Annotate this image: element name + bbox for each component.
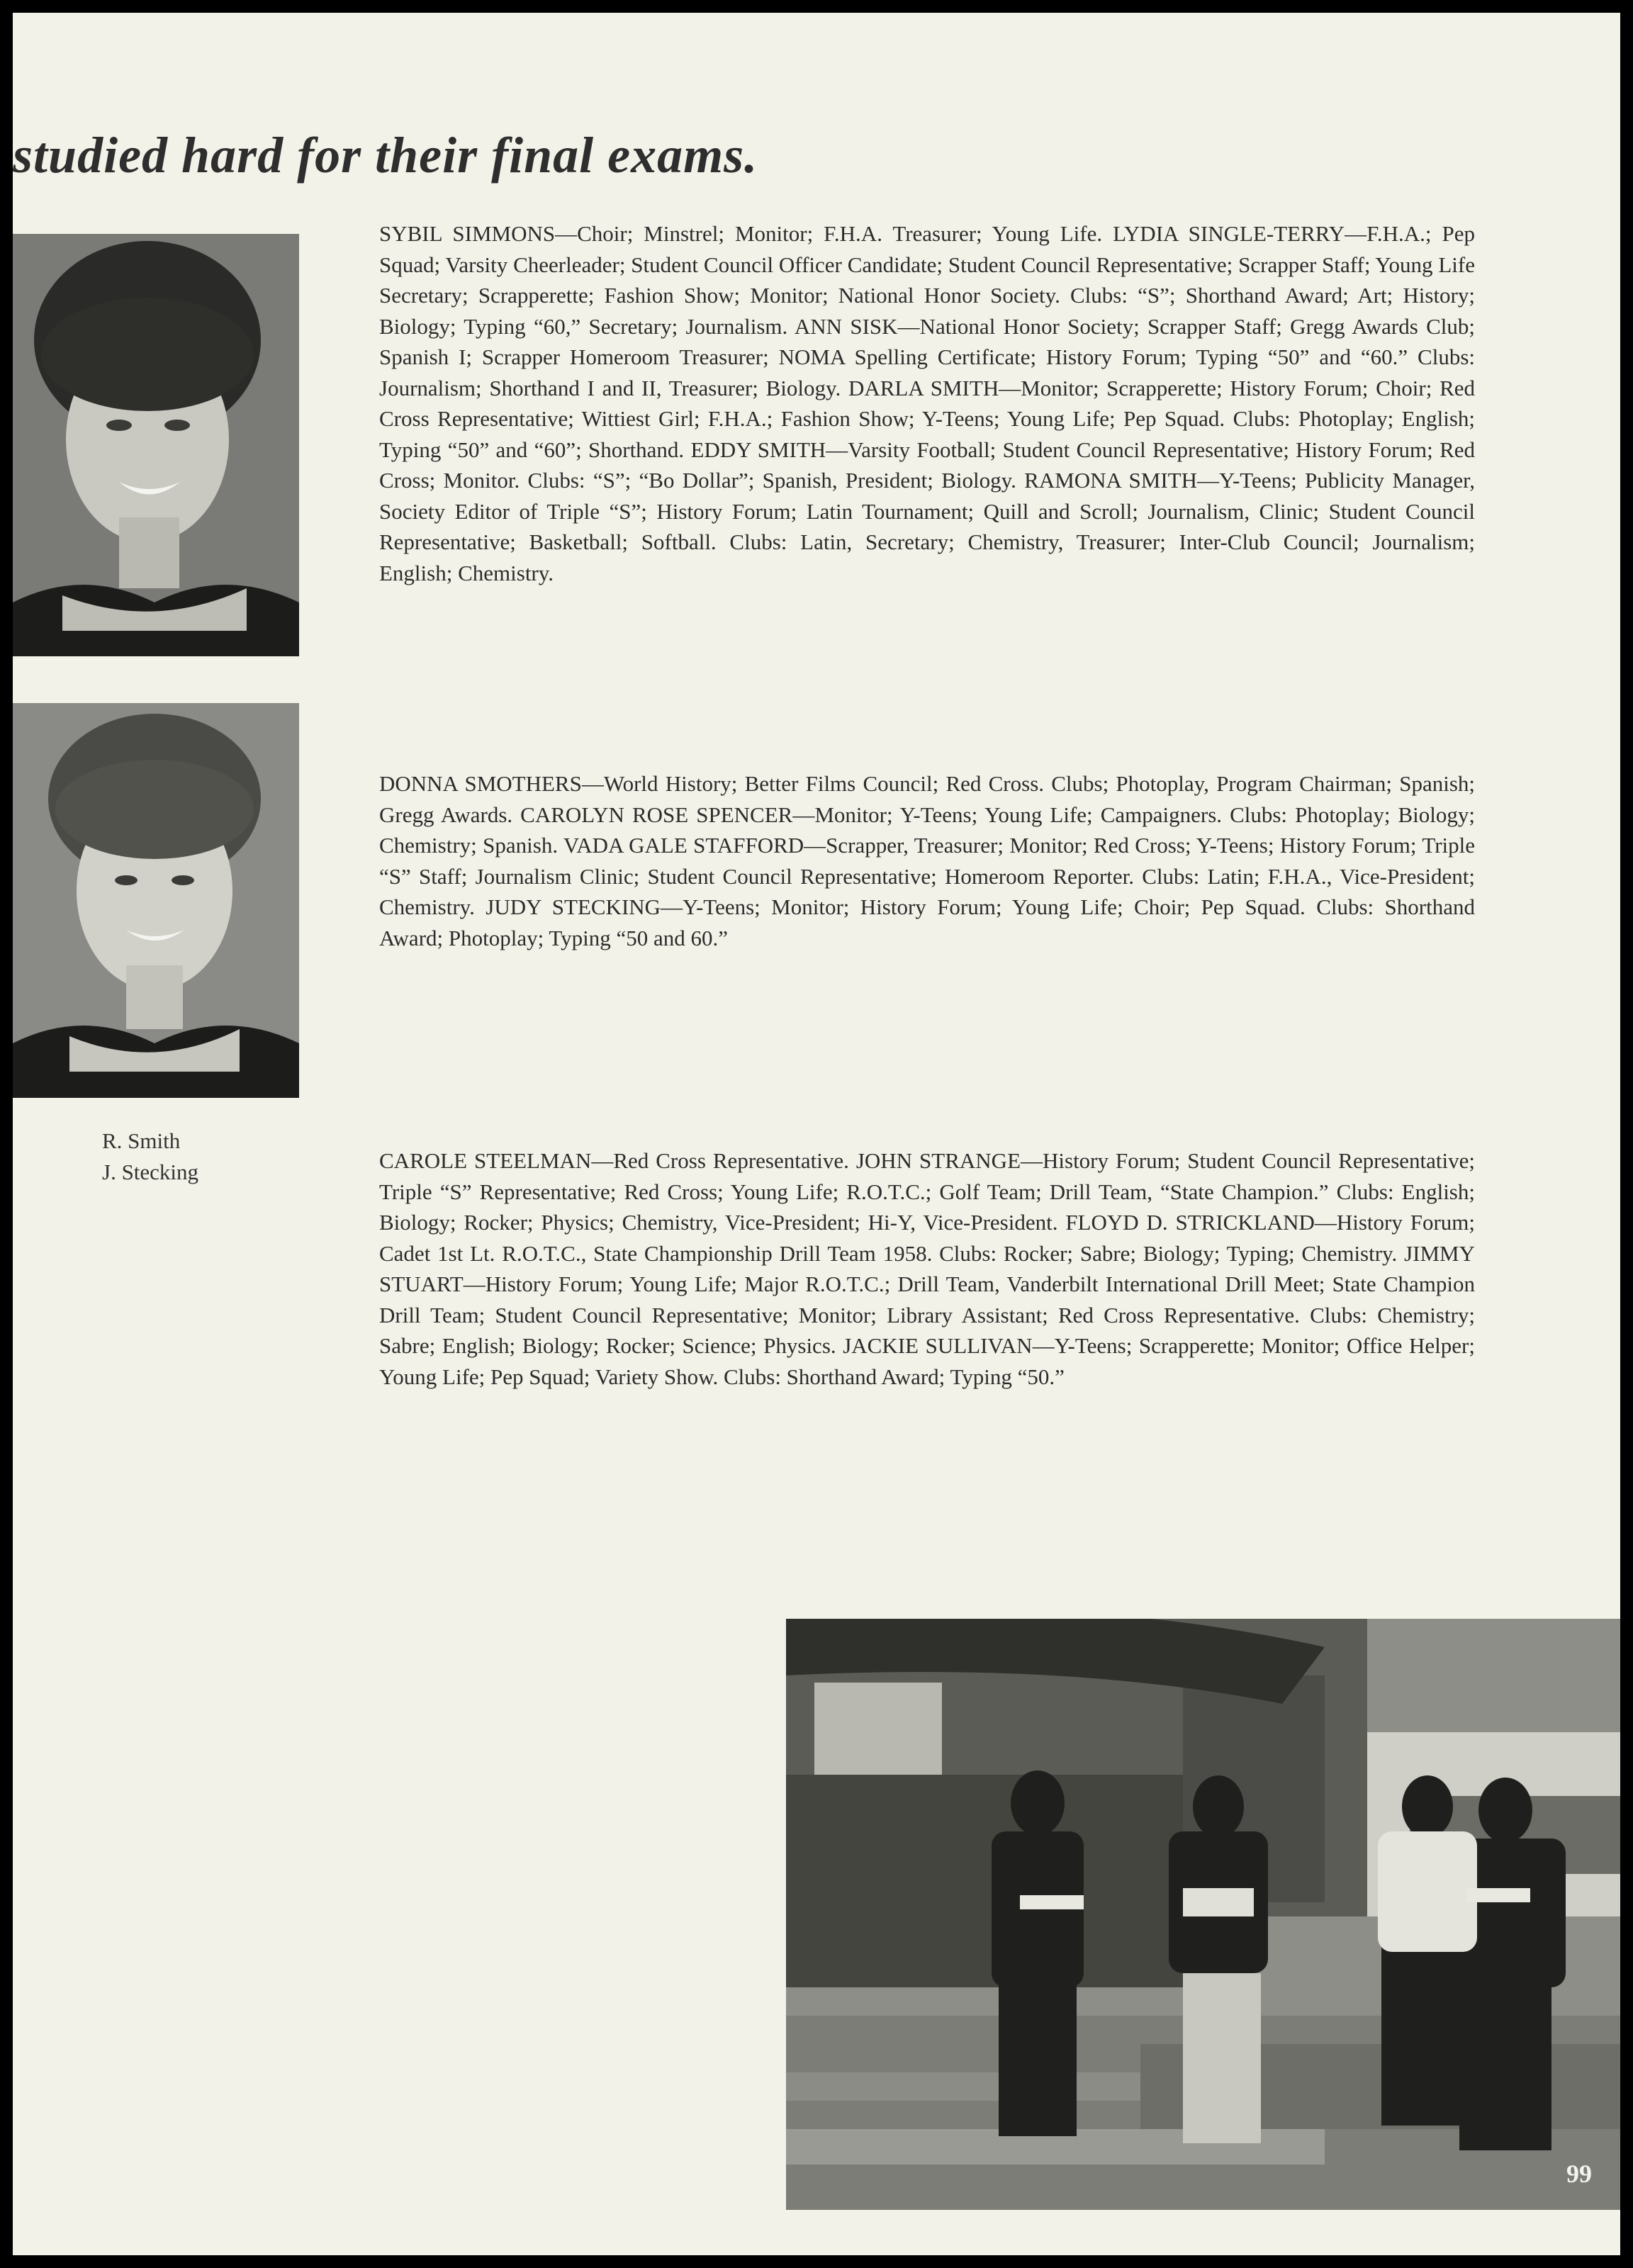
bio-paragraph-2: DONNA SMOTHERS—World History; Better Films Council; Red Cross. Clubs; Photoplay, Program Chairman; Spanish; Gregg Awards. CAROLYN ROSE SPENCER—Monitor; Y-Teens; Young Life; Campaigners. Clubs: Photoplay; Biology; Chemistry; Spanish. VADA GALE STAFFORD—Scrapper, Treasurer; Monitor; Red Cross; Y-Teens; History Forum; Triple “S” Staff; Journalism Clinic; Student Council Representative; Homeroom Reporter. Clubs: Latin; F.H.A., Vice-President; Chemistry. JUDY STECKING—Y-Teens; Monitor; History Forum; Young Life; Choir; Pep Squad. Clubs: Shorthand Award; Photoplay; Typing “50 and 60.”	[379, 771, 1475, 950]
bio-paragraph-1: SYBIL SIMMONS—Choir; Minstrel; Monitor; F.H.A. Treasurer; Young Life. LYDIA SINGLE-TERRY—F.H.A.; Pep Squad; Varsity Cheerleader; Student Council Officer Candidate; Student Council Representative; Scrapper Staff; Young Life Secretary; Scrapperette; Fashion Show; Monitor; National Honor Society. Clubs: “S”; Shorthand Award; Art; History; Biology; Typing “60,” Secretary; Journalism. ANN SISK—National Honor Society; Scrapper Staff; Gregg Awards Club; Spanish I; Scrapper Homeroom Treasurer; NOMA Spelling Certificate; History Forum; Typing “50” and “60.” Clubs: Journalism; Shorthand I and II, Treasurer; Biology. DARLA SMITH—Monitor; Scrapperette; History Forum; Choir; Red Cross Representative; Wittiest Girl; F.H.A.; Fashion Show; Y-Teens; Young Life; Pep Squad. Clubs: Photoplay; English; Typing “50” and “60”; Shorthand. EDDY SMITH—Varsity Football; Student Council Representative; History Forum; Red Cross; Monitor. Clubs: “S”; “Bo Dollar”; Spanish, President; Biology. RAMONA SMITH—Y-Teens; Publicity Manager, Society Editor of Triple “S”; History Forum; Latin Tournament; Quill and Scroll; Journalism, Clinic; Student Council Representative; Basketball; Softball. Clubs: Latin, Secretary; Chemistry, Treasurer; Inter-Club Council; Journalism; English; Chemistry.	[379, 221, 1475, 585]
portrait-j-stecking	[13, 703, 299, 1098]
portrait-r-smith	[13, 234, 299, 656]
caption-1: R. Smith	[102, 1128, 181, 1153]
bio-paragraph-3: CAROLE STEELMAN—Red Cross Representative. JOHN STRANGE—History Forum; Student Council Representative; Triple “S” Representative; Red Cross; Young Life; R.O.T.C.; Golf Team; Drill Team, “State Champion.” Clubs: English; Biology; Rocker; Physics; Chemistry, Vice-President; Hi-Y, Vice-President. FLOYD D. STRICKLAND—History Forum; Cadet 1st Lt. R.O.T.C., State Championship Drill Team 1958. Clubs: Rocker; Sabre; Biology; Typing; Chemistry. JIMMY STUART—History Forum; Young Life; Major R.O.T.C.; Drill Team, Vanderbilt International Drill Meet; State Champion Drill Team; Student Council Representative; Monitor; Library Assistant; Red Cross Representative. Clubs: Chemistry; Sabre; English; Biology; Rocker; Science; Physics. JACKIE SULLIVAN—Y-Teens; Scrapperette; Monitor; Office Helper; Young Life; Pep Squad; Variety Show. Clubs: Shorthand Award; Typing “50.”	[379, 1148, 1475, 1389]
page-headline: studied hard for their final exams.	[13, 127, 758, 184]
yearbook-page	[13, 13, 1620, 2255]
caption-2: J. Stecking	[102, 1160, 199, 1184]
portrait-captions	[102, 1125, 198, 1188]
page-number: 99	[1566, 2160, 1592, 2188]
group-photo-students-studying	[786, 1619, 1620, 2210]
